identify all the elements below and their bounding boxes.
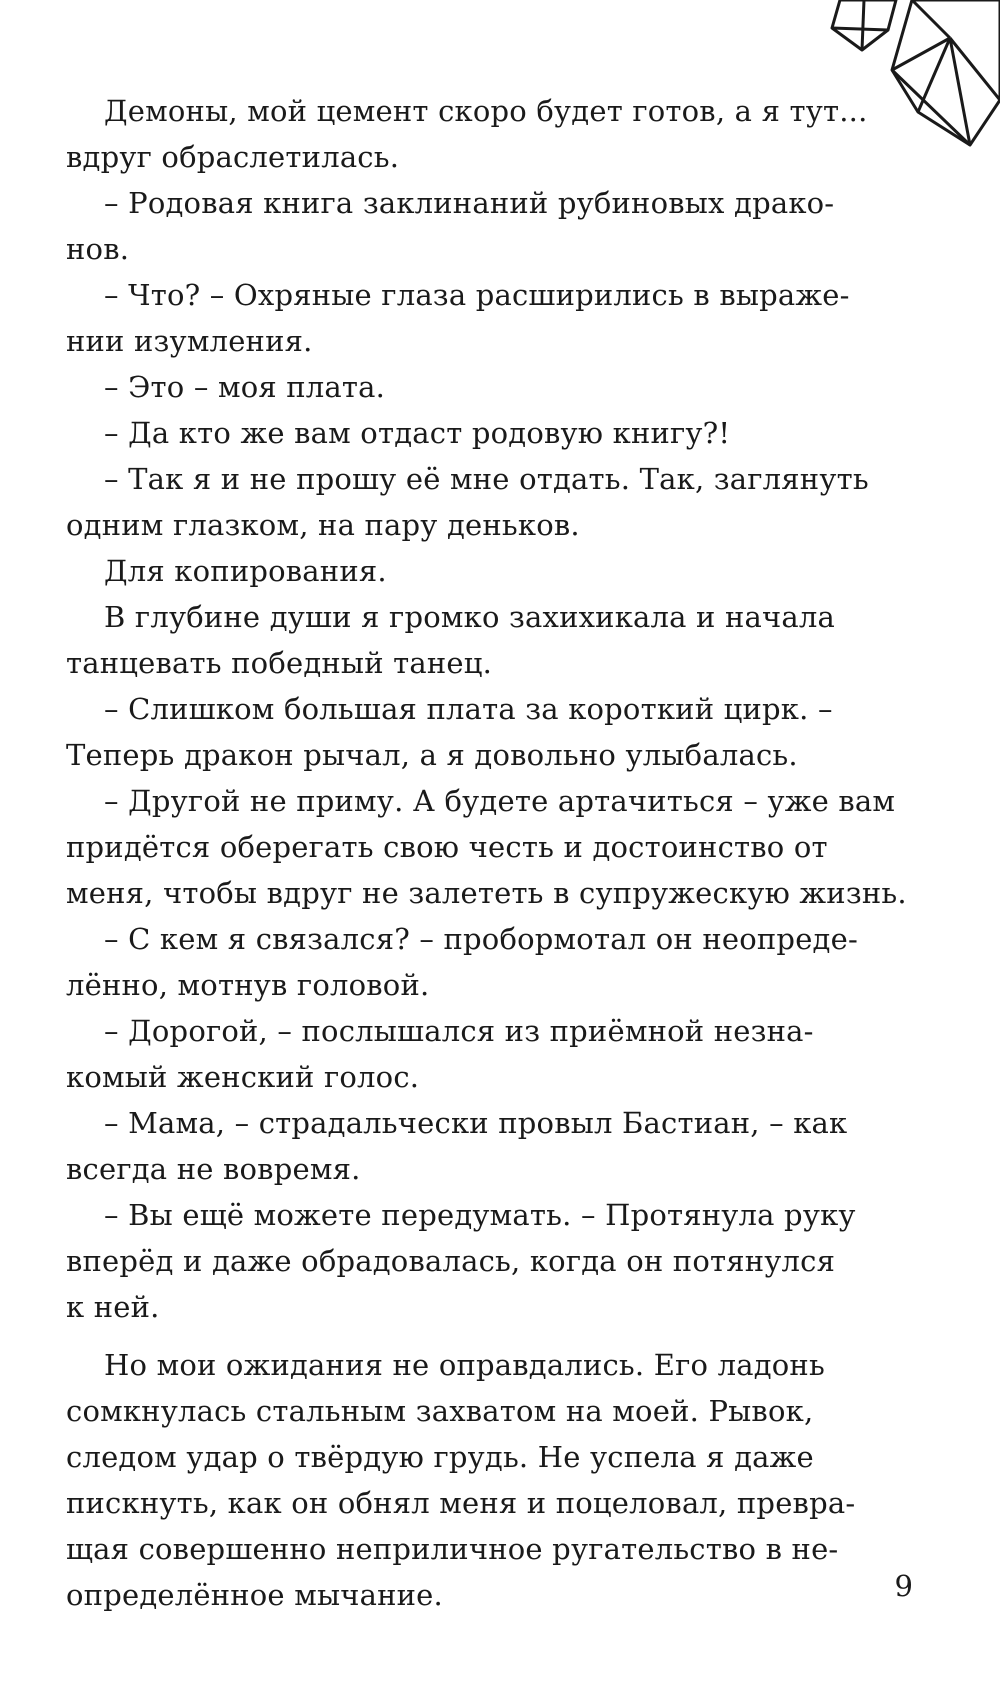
page-number: 9 — [894, 1569, 913, 1603]
text-line: вдруг обраслетилась. — [66, 140, 400, 174]
text-line: одним глазком, на пару деньков. — [66, 508, 580, 542]
text-line: пискнуть, как он обнял меня и поцеловал, превра- — [66, 1486, 856, 1520]
text-line: следом удар о твёрдую грудь. Не успела я даже — [66, 1440, 814, 1474]
text-line: придётся оберегать свою честь и достоинство от — [66, 830, 828, 864]
text-line: нии изумления. — [66, 324, 313, 358]
text-line: – Дорогой, – послышался из приёмной незна- — [104, 1014, 814, 1048]
text-line: определённое мычание. — [66, 1578, 443, 1612]
text-line: – Вы ещё можете передумать. – Протянула руку — [104, 1198, 856, 1232]
text-line: – Родовая книга заклинаний рубиновых драко- — [104, 186, 835, 220]
text-line: – Слишком большая плата за короткий цирк. – — [104, 692, 833, 726]
text-line: – Да кто же вам отдаст родовую книгу?! — [104, 416, 731, 450]
text-line: Демоны, мой цемент скоро будет готов, а я тут... — [104, 94, 868, 128]
text-line: Для копирования. — [104, 554, 387, 588]
text-line: комый женский голос. — [66, 1060, 420, 1094]
body-text — [66, 88, 907, 1618]
text-line: щая совершенно неприличное ругательство в не- — [66, 1532, 839, 1566]
text-line: – Так я и не прошу её мне отдать. Так, заглянуть — [104, 462, 869, 496]
text-line: – Это – моя плата. — [104, 370, 386, 404]
text-line: всегда не вовремя. — [66, 1152, 361, 1186]
text-line: к ней. — [66, 1290, 160, 1324]
text-line: В глубине души я громко захихикала и начала — [104, 600, 835, 634]
text-line: нов. — [66, 232, 130, 266]
text-line: – С кем я связался? – пробормотал он неопреде- — [104, 922, 858, 956]
text-line: Теперь дракон рычал, а я довольно улыбалась. — [66, 738, 798, 772]
text-line: Но мои ожидания не оправдались. Его ладонь — [104, 1348, 825, 1382]
text-line: танцевать победный танец. — [66, 646, 493, 680]
text-line: – Другой не приму. А будете артачиться – уже вам — [104, 784, 896, 818]
text-line: лённо, мотнув головой. — [66, 968, 430, 1002]
text-line: меня, чтобы вдруг не залететь в супружескую жизнь. — [66, 876, 907, 910]
text-line: – Мама, – страдальчески провыл Бастиан, – как — [104, 1106, 848, 1140]
text-line: вперёд и даже обрадовалась, когда он потянулся — [66, 1244, 836, 1278]
text-line: – Что? – Охряные глаза расширились в выраже- — [104, 278, 850, 312]
text-line: сомкнулась стальным захватом на моей. Рывок, — [66, 1394, 814, 1428]
